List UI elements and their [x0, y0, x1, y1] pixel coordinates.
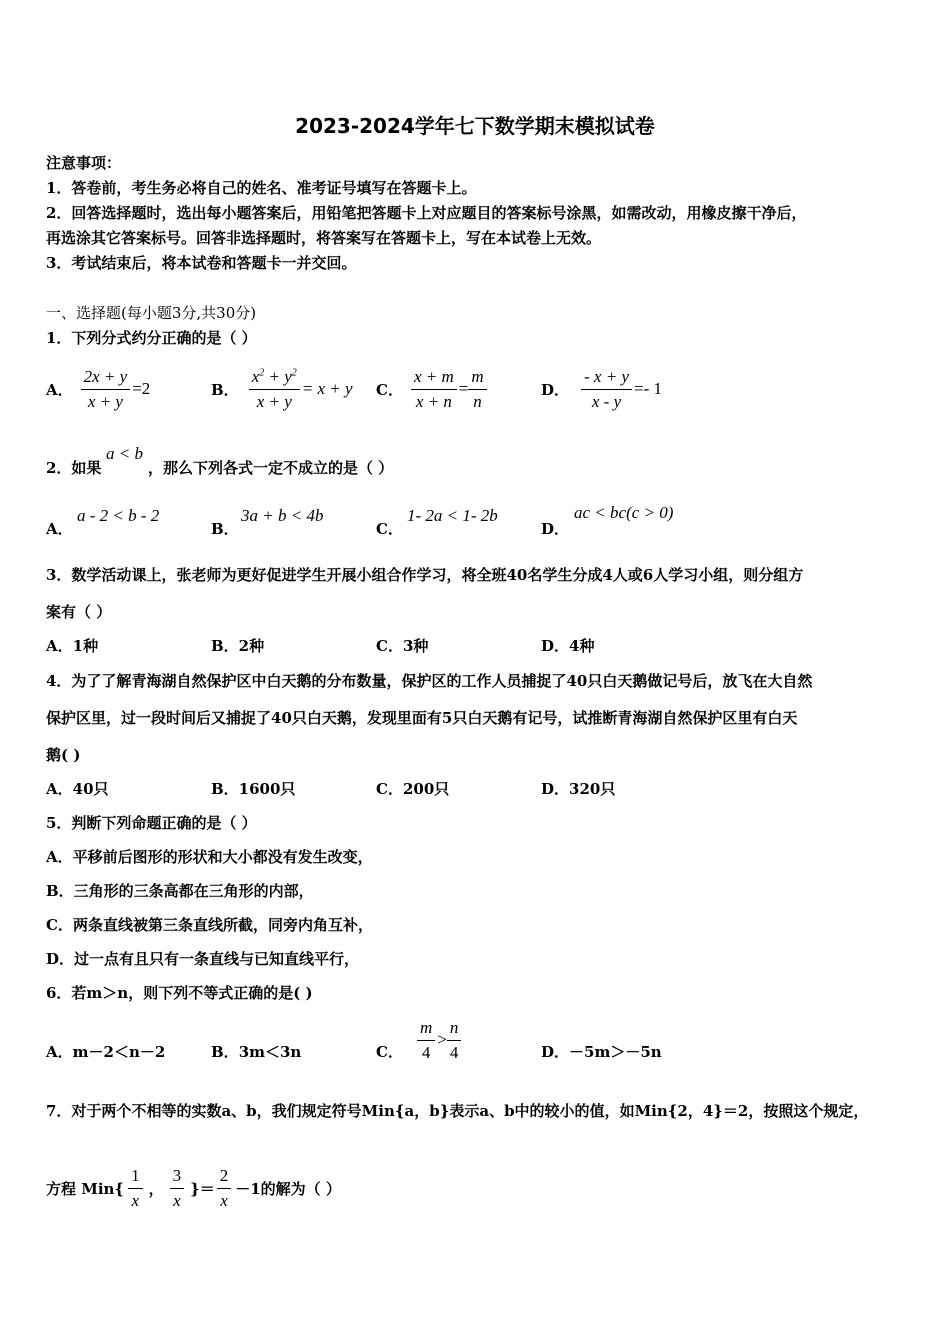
q4-option-a[interactable]: A．40只 — [46, 780, 109, 798]
q2-condition: a < b — [106, 444, 143, 463]
q3-option-d[interactable]: D．4种 — [541, 637, 595, 655]
q1-option-a[interactable] — [46, 362, 206, 416]
q6-option-d[interactable] — [541, 1041, 662, 1062]
q5-option-c[interactable]: C．两条直线被第三条直线所截，同旁内角互补， — [46, 916, 373, 934]
separator: ， — [148, 1179, 164, 1198]
q2-option-a[interactable] — [46, 506, 206, 536]
denominator: x + y — [256, 391, 292, 411]
option-label: B． — [211, 520, 239, 538]
option-label: A． — [46, 380, 73, 399]
q4-option-b[interactable]: B．1600只 — [211, 780, 296, 798]
numerator — [249, 367, 300, 390]
q1-option-c[interactable] — [376, 362, 536, 416]
equation-rhs: = x + y — [301, 379, 353, 398]
denominator: x + n — [415, 391, 452, 411]
page-title: 2023-2024学年七下数学期末模拟试卷 — [295, 114, 655, 138]
q4-option-d[interactable]: D．320只 — [541, 780, 616, 798]
q2-stem-post: ，那么下列各式一定不成立的是（ ） — [148, 459, 394, 477]
numerator: - x + y — [581, 367, 632, 390]
option-expression: 3a + b < 4b — [241, 506, 324, 525]
q3-stem-line-2: 案有（ ） — [46, 603, 112, 621]
numerator: 3 — [170, 1166, 185, 1189]
fraction — [217, 1166, 232, 1211]
denominator: 4 — [421, 1042, 431, 1062]
q3-stem-line-1: 3．数学活动课上，张老师为更好促进学生开展小组合作学习，将全班40名学生分成4人或6人学习小组，则分组方 — [46, 566, 804, 584]
q1-stem: 1．下列分式约分正确的是（ ） — [46, 329, 257, 347]
fraction — [447, 1018, 462, 1063]
equation-rhs: =2 — [132, 379, 151, 398]
option-label: A． — [46, 520, 73, 538]
exponent: 2 — [291, 366, 297, 378]
q1-option-b[interactable] — [211, 362, 381, 416]
q2-option-d[interactable] — [541, 503, 721, 536]
q6-option-b[interactable] — [211, 1041, 301, 1062]
q5-option-a[interactable]: A．平移前后图形的形状和大小都没有发生改变， — [46, 848, 373, 866]
option-label: D． — [541, 1043, 570, 1061]
notice-item-3: 3．考试结束后，将本试卷和答题卡一并交回。 — [46, 254, 357, 272]
equals-sign: = — [458, 379, 469, 398]
fraction — [249, 367, 300, 412]
notice-item-2: 2．回答选择题时，选出每小题答案后，用铅笔把答题卡上对应题目的答案标号涂黑，如需改动，用橡皮擦干净后， — [46, 204, 807, 222]
q5-option-d[interactable]: D．过一点有且只有一条直线与已知直线平行， — [46, 950, 360, 968]
q4-option-c[interactable]: C．200只 — [376, 780, 450, 798]
denominator: x - y — [591, 391, 622, 411]
q2-option-b[interactable] — [211, 506, 371, 536]
option-label: C． — [376, 520, 403, 538]
q2-option-c[interactable] — [376, 506, 536, 536]
q3-option-b[interactable]: B．2种 — [211, 637, 265, 655]
greater-than-sign: > — [437, 1030, 447, 1049]
numerator: x + m — [411, 367, 457, 390]
denominator: x + y — [87, 391, 123, 411]
notice-heading: 注意事项： — [46, 154, 122, 172]
q4-stem-line-2: 保护区里，过一段时间后又捕捉了40只白天鹅，发现里面有5只白天鹅有记号，试推断青海湖自然保护区里有白天 — [46, 709, 798, 727]
q7-equation — [46, 1160, 466, 1216]
option-expression: 1- 2a < 1- 2b — [407, 506, 498, 525]
option-expression: ac < bc(c > 0) — [574, 503, 674, 522]
option-expression: 3m＜3n — [238, 1043, 302, 1061]
numerator: m — [468, 367, 486, 390]
fraction — [581, 367, 632, 412]
option-label: D． — [541, 520, 570, 538]
option-expression: －5m＞－5n — [569, 1043, 662, 1061]
denominator: x — [220, 1190, 228, 1210]
notice-item-1: 1．答卷前，考生务必将自己的姓名、准考证号填写在答题卡上。 — [46, 179, 477, 197]
q3-option-c[interactable]: C．3种 — [376, 637, 429, 655]
section-heading: 一、选择题(每小题3分,共30分) — [46, 304, 257, 322]
equation-suffix: －1的解为（ ） — [235, 1179, 341, 1198]
q4-stem-line-1: 4．为了了解青海湖自然保护区中白天鹅的分布数量，保护区的工作人员捕捉了40只白天鹅做记号后，放飞在大自然 — [46, 672, 813, 690]
fraction — [417, 1018, 435, 1063]
q5-stem: 5．判断下列命题正确的是（ ） — [46, 814, 257, 832]
fraction — [468, 367, 486, 412]
numerator: 1 — [128, 1166, 143, 1189]
numerator: 2 — [217, 1166, 232, 1189]
option-label: A． — [46, 1043, 73, 1061]
option-label: C． — [376, 1042, 403, 1061]
q6-option-a[interactable] — [46, 1041, 165, 1062]
option-label: C． — [376, 380, 403, 399]
numerator-term: + y — [264, 366, 292, 386]
fraction — [170, 1166, 185, 1211]
q1-option-d[interactable] — [541, 362, 711, 416]
fraction — [411, 367, 457, 412]
equation-middle: }＝ — [190, 1179, 215, 1198]
equation-rhs: =- 1 — [634, 379, 662, 398]
q4-stem-line-3: 鹅( ) — [46, 746, 81, 764]
q6-option-c[interactable] — [376, 1016, 506, 1064]
option-label: B． — [211, 1043, 239, 1061]
q7-stem: 7．对于两个不相等的实数a、b，我们规定符号Min{a，b}表示a、b中的较小的值，如Min{2，4}＝2，按照这个规定， — [46, 1102, 869, 1120]
equation-prefix: 方程 Min{ — [46, 1179, 125, 1198]
numerator: m — [417, 1018, 435, 1041]
denominator: 4 — [449, 1042, 459, 1062]
numerator: n — [447, 1018, 462, 1041]
option-expression: m－2＜n－2 — [72, 1043, 166, 1061]
q2-stem-pre: 2．如果 — [46, 459, 102, 477]
q6-stem: 6．若m＞n，则下列不等式正确的是( ) — [46, 984, 313, 1002]
numerator-term: x — [251, 366, 260, 386]
option-label: D． — [541, 380, 570, 399]
denominator: x — [173, 1190, 181, 1210]
q3-option-a[interactable]: A．1种 — [46, 637, 99, 655]
denominator: x — [131, 1190, 140, 1210]
option-expression: a - 2 < b - 2 — [77, 506, 160, 525]
numerator: 2x + y — [81, 367, 131, 390]
fraction — [81, 367, 131, 412]
q5-option-b[interactable]: B．三角形的三条高都在三角形的内部， — [46, 882, 314, 900]
fraction — [128, 1166, 143, 1211]
denominator: n — [473, 391, 482, 411]
notice-item-2-cont: 再选涂其它答案标号。回答非选择题时，将答案写在答题卡上，写在本试卷上无效。 — [46, 229, 602, 247]
option-label: B． — [211, 380, 239, 399]
exponent: 2 — [259, 366, 265, 378]
